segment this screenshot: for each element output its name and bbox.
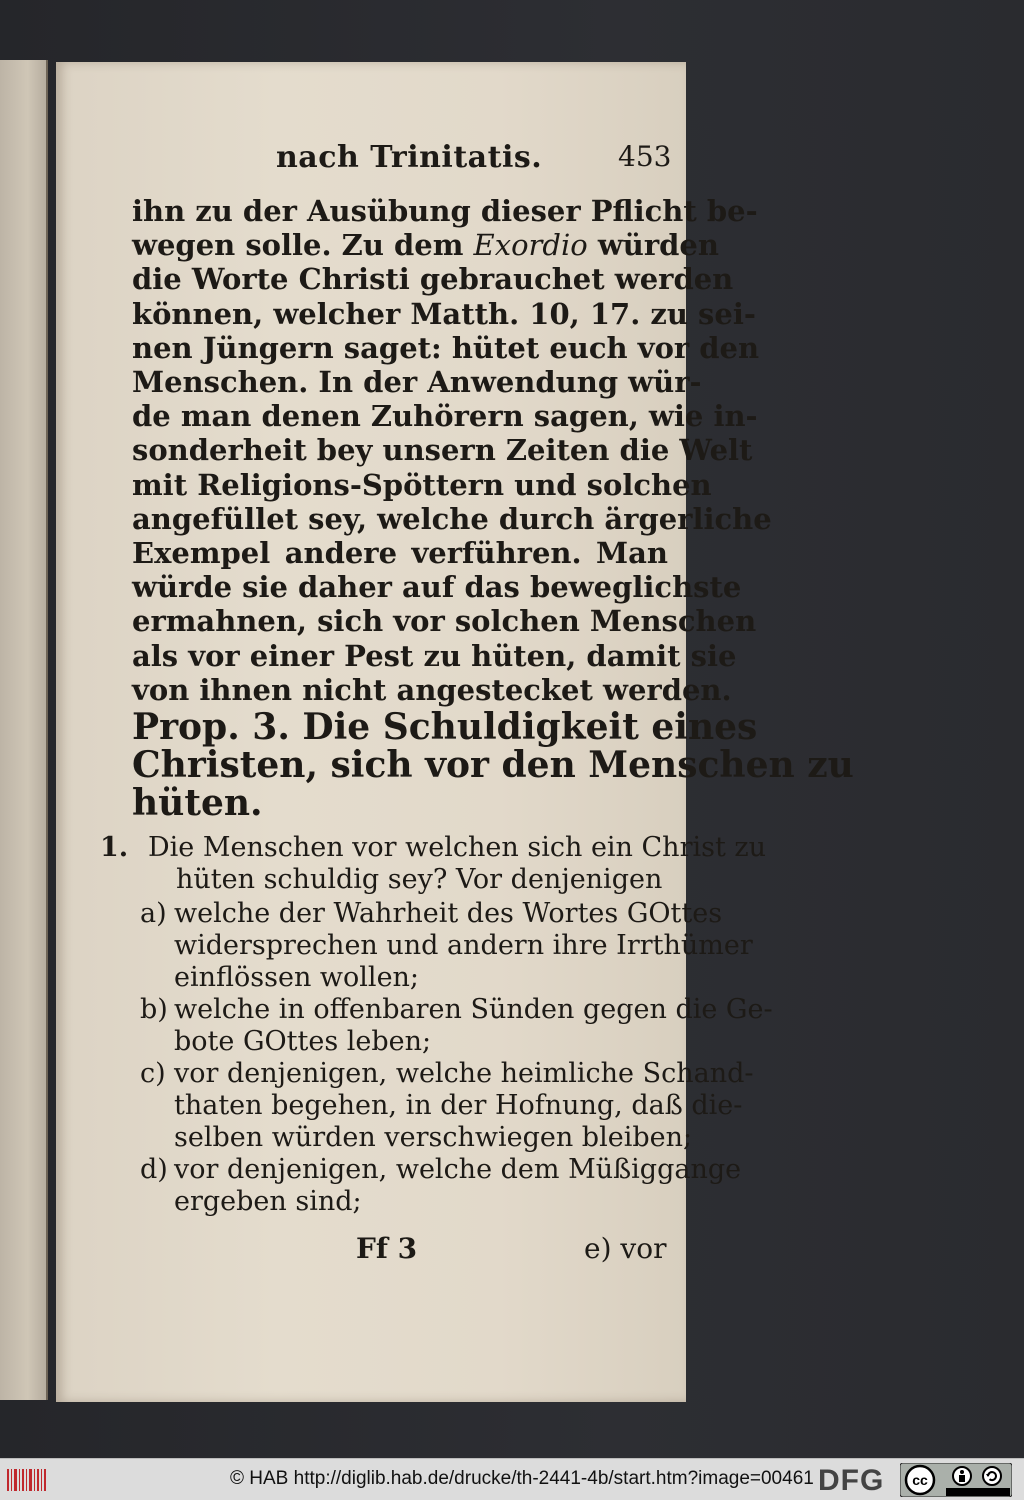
- body-line: würde sie daher auf das beweglichste: [132, 570, 742, 605]
- barcode-icon: [6, 1467, 48, 1493]
- sub-line: selben würden verschwiegen bleiben;: [174, 1122, 693, 1153]
- sub-item-a: [100, 898, 753, 994]
- latin-term: Exordio: [473, 228, 588, 263]
- sub-item-d: [100, 1154, 742, 1218]
- heading-line: Christen, sich vor den Menschen zu: [132, 744, 854, 786]
- sub-line: vor denjenigen, welche heimliche Schand-: [174, 1058, 754, 1089]
- sub-line: welche in offenbaren Sünden gegen die Ge-: [174, 994, 773, 1025]
- sa-icon: [983, 1467, 1001, 1485]
- sub-marker: b): [140, 994, 168, 1025]
- item-line: Die Menschen vor welchen sich ein Christ zu: [148, 832, 767, 863]
- item-marker: 1.: [100, 832, 129, 863]
- running-head: nach Trinitatis.: [276, 140, 543, 175]
- sub-marker: c): [140, 1058, 166, 1089]
- sub-line: bote GOttes leben;: [174, 1026, 432, 1057]
- body-line: angefüllet sey, welche durch ärgerliche: [132, 501, 772, 536]
- cc-icon: [906, 1466, 934, 1494]
- outline-item: [100, 832, 767, 896]
- body-line: von ihnen nicht angestecket werden.: [132, 672, 732, 707]
- sub-marker: d): [140, 1154, 168, 1185]
- heading-line: Prop. 3. Die Schuldigkeit eines: [132, 706, 758, 748]
- svg-text:cc: cc: [912, 1472, 928, 1488]
- sub-line: ergeben sind;: [174, 1186, 362, 1217]
- page-number: 453: [618, 140, 672, 173]
- copyright-link[interactable]: © HAB http://diglib.hab.de/drucke/th-2441-4b/start.htm?image=00461: [230, 1468, 814, 1489]
- sub-line: welche der Wahrheit des Wortes GOttes: [174, 898, 723, 929]
- body-line: ermahnen, sich vor solchen Menschen: [132, 604, 757, 639]
- sub-line: thaten begehen, in der Hofnung, daß die-: [174, 1090, 743, 1121]
- page-content: [56, 62, 854, 1402]
- body-line: sonderheit bey unsern Zeiten die Welt: [132, 433, 753, 468]
- sub-marker: a): [140, 898, 167, 929]
- footer-bar: [0, 1458, 1024, 1500]
- body-line: können, welcher Matth. 10, 17. zu sei-: [132, 296, 756, 331]
- outline-list: [100, 832, 773, 1218]
- catchword: e) vor: [584, 1232, 667, 1265]
- cc-license-badge[interactable]: [900, 1463, 1012, 1497]
- body-line: ihn zu der Ausübung dieser Pflicht be-: [132, 194, 758, 228]
- body-line: Menschen. In der Anwendung wür-: [132, 365, 702, 400]
- sub-item-c: [100, 1058, 754, 1154]
- body-line: die Worte Christi gebrauchet werden: [132, 262, 734, 297]
- sub-item-b: [100, 994, 773, 1058]
- item-line: hüten schuldig sey? Vor denjenigen: [176, 864, 663, 895]
- previous-page-edge: [0, 60, 48, 1400]
- sub-line: einflössen wollen;: [174, 962, 420, 993]
- body-line: de man denen Zuhörern sagen, wie in-: [132, 399, 758, 434]
- body-line-part: würden: [597, 228, 719, 263]
- printer-signature: Ff 3: [356, 1232, 418, 1265]
- dfg-logo: DFG: [818, 1464, 885, 1497]
- body-line: als vor einer Pest zu hüten, damit sie: [132, 638, 737, 673]
- book-page: [56, 62, 854, 1402]
- sub-line: vor denjenigen, welche dem Müßiggange: [174, 1154, 742, 1185]
- body-line: Exempel andere verführen. Man: [132, 536, 668, 571]
- body-paragraph: [132, 194, 772, 707]
- body-line: nen Jüngern saget: hütet euch vor den: [132, 330, 760, 365]
- by-icon: [953, 1467, 971, 1485]
- heading-line: hüten.: [132, 782, 263, 824]
- body-line: [132, 228, 719, 263]
- body-line: mit Religions-Spöttern und solchen: [132, 467, 712, 502]
- sub-line: widersprechen und andern ihre Irrthümer: [174, 930, 753, 961]
- body-line-part: wegen solle. Zu dem: [132, 228, 464, 263]
- proposition-heading: [132, 706, 854, 824]
